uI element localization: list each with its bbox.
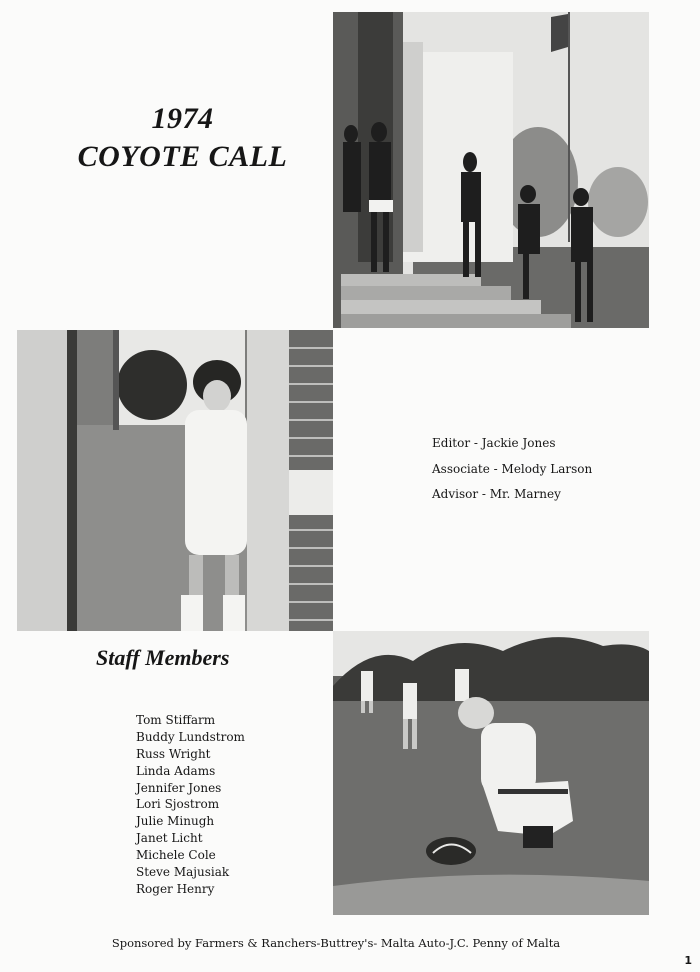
- photo-field-players: [333, 631, 649, 915]
- title-year: 1974: [151, 102, 214, 135]
- sponsor-line: Sponsored by Farmers & Ranchers-Buttrey's- Malta Auto-J.C. Penny of Malta: [111, 936, 561, 950]
- staff-heading: Staff Members: [96, 645, 230, 670]
- list-item: Steve Majusiak: [136, 865, 230, 880]
- credit-advisor: Advisor - Mr. Marney: [432, 487, 561, 501]
- yearbook-title: [55, 100, 310, 176]
- title-name: COYOTE CALL: [77, 140, 288, 173]
- photo-school-entrance: [333, 12, 649, 328]
- staff-list: [136, 712, 245, 898]
- credit-associate: Associate - Melody Larson: [432, 461, 593, 476]
- list-item: Linda Adams: [136, 763, 216, 778]
- list-item: Julie Minugh: [136, 814, 215, 829]
- list-item: Tom Stiffarm: [136, 713, 216, 727]
- list-item: Roger Henry: [136, 881, 215, 896]
- list-item: Jennifer Jones: [136, 780, 222, 795]
- list-item: Buddy Lundstrom: [136, 729, 245, 744]
- list-item: Russ Wright: [136, 746, 211, 761]
- list-item: Janet Licht: [136, 831, 203, 846]
- list-item: Lori Sjostrom: [136, 797, 220, 812]
- photo-girl-doorway: [17, 330, 333, 631]
- page-number: 1: [684, 954, 692, 967]
- credit-editor: Editor - Jackie Jones: [432, 436, 556, 450]
- staff-credits: [432, 433, 672, 510]
- list-item: Michele Cole: [136, 848, 216, 863]
